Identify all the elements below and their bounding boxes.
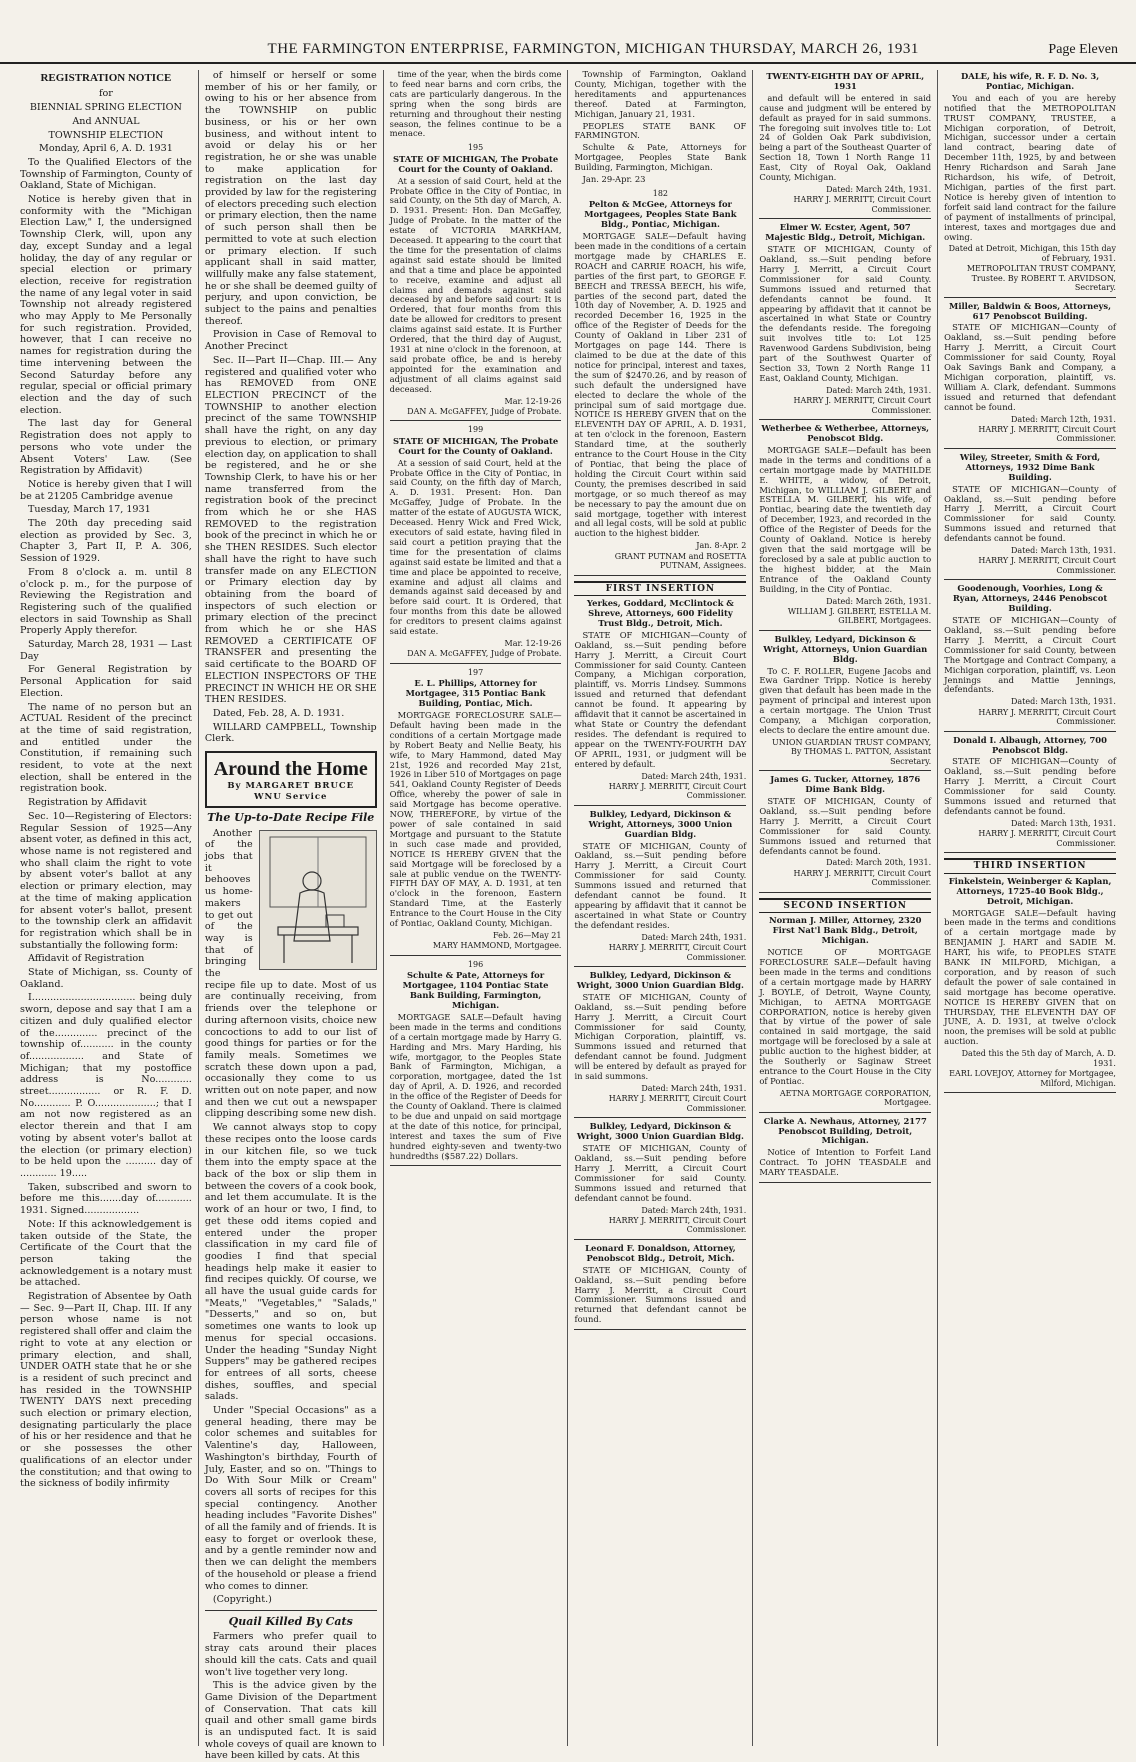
notice-signature: UNION GUARDIAN TRUST COMPANY, By THOMAS L. PATTON, Assistant Secretary. [772,737,932,766]
notice-signature: HARRY J. MERRITT, Circuit Court Commissioner. [978,829,1116,848]
registration-paragraph: Affidavit of Registration [28,953,145,965]
notice-divider [944,852,1116,853]
notice-title: STATE OF MICHIGAN, The Probate Court for the County of Oakland. [392,435,559,456]
notice-title: Bulkley, Ledyard, Dickinson & Wright, Attorneys, Union Guardian Bldg. [763,633,928,664]
notice-body: MORTGAGE SALE—Default having been made in the terms and conditions of a certain mortgage made by Harry G. Harding and Mrs. Mary Harding, his wife, mortgagor, to the Peoples State Bank of Farmington, Michigan, a corporation, mortgagee, dated the 1st day of April, A. D. 1926, and recorded in the office of the Register of Deeds for the County of Oakland. There is claimed to be due and unpaid on said mortgage at the date of this notice, for principal, interest and taxes the sum of Five hundred eighty-seven and twenty-two hundredths ($587.22) Dollars. [389,1011,562,1161]
column-2 [199,70,384,1762]
notice-divider [759,770,931,771]
notice-date: Mar. 12-19-26 [504,638,562,648]
notice-divider [759,218,931,219]
registration-paragraph: Note: If this acknowledgement is taken outside of the State, the Certificate of the Court that the person taking the acknowledgement is a notary must be attached. [20,1218,192,1289]
notice-date: Dated: March 24th, 1931. [641,1084,747,1094]
notice-paragraph: PEOPLES STATE BANK OF FARMINGTON. [574,120,747,141]
notice-divider [574,1329,746,1330]
registration-paragraph: Registration by Affidavit [28,797,147,809]
notice-divider [944,297,1116,298]
notice-body: STATE OF MICHIGAN, County of Oakland, ss.—Suit pending before Harry J. Merritt, a Circuit Court Commissioner for said County. Summons issued and returned that defendants cannot be found. [759,796,932,856]
notice-divider [390,420,562,421]
notice-date: Dated: March 26th, 1931. [826,596,932,606]
column-6-notices-2 [944,877,1116,1093]
registration-paragraph: Sec. 10—Registering of Electors: Regular Session of 1925—Any absent voter, as defined in this act, whose name is not registered and who shall claim the right to vote by absent voter's ballot at any election or primary election, may at the time of making application for absent voter's ballot, present to the township clerk an affidavit for registration which shall be in substantially the following form: [20,810,192,951]
notice-title: Bulkley, Ledyard, Dickinson & Wright, Attorneys, 3000 Union Guardian Bldg. [588,808,733,839]
notice-divider [759,1182,931,1183]
notice-divider [574,1117,746,1118]
column-3-body [390,70,562,139]
notice-divider [759,419,931,420]
notice-number: 196 [467,959,484,969]
divider [205,1610,377,1611]
notice-divider [574,805,746,806]
notice-divider [390,1165,562,1166]
housewife-illustration [259,830,377,970]
notice-body: MORTGAGE FORECLOSURE SALE—Default having been made in the conditions of a certain Mortgage made by Robert Beaty and Nellie Beaty, his wife, to Mary Hammond, dated May 21st, 1926 and recorded May 21st, 1926 in Liber 510 of Mortgages on page 541, Oakland County Register of Deeds Office, whereby the power of sale in said Mortgage has become operative. NOW, THEREFORE, by virtue of the power of sale contained in said Mortgage and pursuant to the Statute in such case made and provided, NOTICE IS HEREBY GIVEN that the said Mortgage will be foreclosed by a sale at public vendue on the TWENTY-FIFTH DAY OF MAY, A. D. 1931, at ten o'clock in the forenoon, Eastern Standard Time, at the Easterly Entrance to the Court House in the City of Pontiac, Oakland County, Michigan. [389,710,562,929]
notice-title: Bulkley, Ledyard, Dickinson & Wright, 3000 Union Guardian Bldg. [576,970,744,990]
notice-body: To C. F. ROLLER, Eugene Jacobs and Ewa Gardner Tripp. Notice is hereby given that default has been made in the payment of principal and interest upon a certain mortgage. The Union Trust Company, a Michigan corporation, elects to declare the entire amount due. [759,665,932,735]
notice-date: Dated: March 24th, 1931. [826,184,932,194]
quail-heading: Quail Killed By Cats [228,1615,353,1628]
registration-subhead-2: BIENNIAL SPRING ELECTION [29,102,182,114]
notice-signature: HARRY J. MERRITT, Circuit Court Commissioner. [978,425,1116,444]
column-6-notices [944,72,1116,853]
notice-divider [574,966,746,967]
notice-number: 199 [467,425,484,435]
registration-subhead-1: for [98,88,113,100]
notice-paragraph: Township of Farmington, Oakland County, Michigan, together with the hereditaments and appurtenances thereof. Dated at Farmington, Michigan, January 21, 1931. [574,69,747,119]
notice-signature: HARRY J. MERRITT, Circuit Court Commissioner. [608,1216,747,1235]
column-4 [568,70,753,1746]
notice-date: Dated: March 24th, 1931. [641,771,747,781]
columns [14,69,1122,1762]
notice-divider [944,1092,1116,1093]
notice-divider [390,955,562,956]
notice-body: MORTGAGE SALE—Default has been made in the terms and conditions of a certain mortgage made by MATHILDE E. WHITE, a widow, of Detroit, Michigan, to WILLIAM J. GILBERT and ESTELLA M. GILBERT, his wife, of Pontiac, bearing date the twentieth day of December, 1923, and recorded in the Office of the Register of Deeds for the County of Oakland. Notice is hereby given that the said mortgage will be foreclosed by a sale at public auction to the highest bidder, at the Main Entrance of the Oakland County Building, in the City of Pontiac. [759,444,932,594]
recipe-paragraph: (Copyright.) [212,1594,272,1606]
registration-paragraph: Saturday, March 28, 1931 — Last Day [20,639,192,662]
around-the-home-byline: By MARGARET BRUCE [227,781,355,792]
registration-subhead-4: TOWNSHIP ELECTION [48,129,164,141]
notice-title: TWENTY-EIGHTH DAY OF APRIL, 1931 [766,71,925,91]
notice-title: E. L. Phillips, Attorney for Mortgagee, 315 Pontiac Bank Building, Pontiac, Mich. [405,678,546,709]
notice-body: STATE OF MICHIGAN—County of Oakland, ss.—Suit pending before Harry J. Merritt, a Circuit Court Commissioner for said County, between The Mortgage and Contract Company, a Michigan corporation, plaintiff, vs. Leon Jennings and Mattie Jennings, defendants. [944,615,1116,695]
notice-body: Notice of Intention to Forfeit Land Contract. To JOHN TEASDALE and MARY TEASDALE. [759,1147,932,1178]
notice-divider [759,892,931,893]
notice-paragraph: Provision in Case of Removal to Another Precinct [204,329,377,353]
second-insertion-bar: SECOND INSERTION [759,898,931,914]
recipe-paragraph: Under "Special Occasions" as a general heading, there may be color schemes and suitables for Valentine's day, Halloween, Washington's birthday, Fourth of July, Easter, and so on. "Things to Do With Sour Milk or Cream" covers all sorts of recipes for this special contingency. Another heading includes "Favorite Dishes" of all the family and of friends. It is easy to forget or overlook these, and by a gentle reminder now and then we can delight the members of the household or please a friend who comes to dinner. [204,1405,377,1592]
notice-title: STATE OF MICHIGAN, The Probate Court for the County of Oakland. [392,153,559,174]
notice-date: Feb. 26—May 21 [493,930,562,940]
notice-body: STATE OF MICHIGAN, County of Oakland, ss.—Suit pending before Harry J. Merritt, a Circuit Court Commissioner for said County. Summons issued and returned that defendants cannot be found. It appearing by affidavit that it cannot be ascertained in what State or Country the defendants reside. The foregoing suit involves title to: Lot 125 Ravenwood Gardens Subdivision, being part of the Southwest Quarter of Section 33, Town 2 North Range 11 East, Oakland County, Michigan. [759,244,932,383]
registration-subhead-3: And ANNUAL [72,115,140,127]
registration-body [20,157,192,1490]
notice-divider [944,448,1116,449]
registration-paragraph: The 20th day preceding said election as provided by Sec. 3, Chapter 3, Part II, P. A. 306, Session of 1929. [20,518,192,565]
registration-paragraph: I.................................. being duly sworn, depose and say that I am a citizen and duly qualified elector of the.............. precinct of the township of........... in the county of.................. and State of Michigan; that my postoffice address is No............ street................. or R. F. D. No............ P. O....................; that I am not now registered as an elector therein and that I am voting by absent voter's ballot at the election (or primary election) to be held upon the .......... day of ............ 19..... [20,992,192,1179]
notice-title: Donald I. Albaugh, Attorney, 700 Penobscot Bldg. [953,734,1107,755]
registration-subhead-5: Monday, April 6, A. D. 1931 [39,143,173,155]
recipe-file-heading: The Up-to-Date Recipe File [207,811,375,825]
notice-divider [759,630,931,631]
quail-body [205,1631,377,1762]
notice-signature: HARRY J. MERRITT, Circuit Court Commissioner. [793,195,932,214]
column-5-notices-2 [759,916,931,1183]
notice-signature: GRANT PUTNAM and ROSETTA PUTNAM, Assignees. [614,551,747,571]
notice-title: Yerkes, Goddard, McClintock & Shreve, Attorneys, 600 Fidelity Trust Bldg., Detroit, Mich. [586,598,734,628]
column-5-notices [759,72,931,893]
notice-body: You and each of you are hereby notified that the METROPOLITAN TRUST COMPANY, TRUSTEE, a Michigan corporation, of Detroit, Michigan, successor under a certain land contract, bearing date of December 11th, 1925, by and between Henry Richardson and Sarah Jane Richardson, his wife, of Detroit, Michigan, parties of the first part. Notice is hereby given of intention to forfeit said land contract for the failure of payment of installments of principal, interest, taxes and mortgages due and owing. [944,92,1116,242]
notice-signature: MARY HAMMOND, Mortgagee. [432,941,562,951]
registration-paragraph: Notice is hereby given that I will be at 21205 Cambridge avenue [20,478,192,502]
around-the-home-box [205,751,377,808]
registration-paragraph: Taken, subscribed and sworn to before me this.......day of............ 1931. Signed.................. [20,1181,192,1217]
notice-date: Jan. 8-Apr. 2 [696,541,747,551]
column-3 [384,70,569,1746]
third-insertion-bar: THIRD INSERTION [944,858,1116,874]
column-3-notices [390,143,562,1166]
notice-divider [944,579,1116,580]
notice-paragraph: Sec. II—Part II—Chap. III.— Any registered and qualified voter who has REMOVED from ONE ELECTION PRECINCT of the TOWNSHIP to another election precinct of the same TOWNSHIP shall have the right, on any day previous to election, or primary election day, on application to shall be registered, and he or she Township Clerk, to have his or her name transferred from the registration book of the precinct from which he or she HAS REMOVED to the registration book of the precinct in which he or she THEN RESIDES. Such elector shall have the right to have such transfer made on any ELECTION or Primary election day by obtaining from the board of inspectors of such election or primary election of the precinct from which he or she HAS REMOVED a CERTIFICATE OF TRANSFER and presenting the said certificate to the BOARD OF ELECTION INSPECTORS OF THE PRECINCT IN WHICH HE OR SHE THEN RESIDES. [204,354,377,706]
notice-signature: METROPOLITAN TRUST COMPANY, Trustee. By ROBERT T. ARVIDSON, Secretary. [966,264,1116,293]
registration-paragraph: Tuesday, March 17, 1931 [28,504,151,516]
around-the-home-service: WNU Service [254,791,328,802]
notice-signature: DAN A. McGAFFEY, Judge of Probate. [407,649,562,659]
notice-title: Finkelstein, Weinberger & Kaplan, Attorneys, 1725-40 Book Bldg., Detroit, Michigan. [948,875,1112,906]
around-the-home-title: Around the Home [213,758,368,781]
notice-title: Schulte & Pate, Attorneys for Mortgagee, 1104 Pontiac State Bank Building, Farmington, Michigan. [402,970,549,1010]
column-4-notices [574,189,746,576]
notice-body: STATE OF MICHIGAN, County of Oakland, ss.—Suit pending before Harry J. Merritt, a Circuit Court Commissioner for said County. Summons issued and returned that defendant cannot be found. [574,1143,747,1203]
notice-body: STATE OF MICHIGAN—County of Oakland, ss.—Suit pending before Harry J. Merritt, a Circuit Court Commissioner for said County, Royal Oak Savings Bank and Company, a Michigan corporation, plaintiff, vs. William A. Clark, defendant. Summons issued and returned that defendant cannot be found. [944,322,1116,412]
first-insertion-bar: FIRST INSERTION [574,581,746,597]
notice-paragraph: WILLARD CAMPBELL, Township Clerk. [204,721,377,745]
notice-date: Dated: March 12th, 1931. [1010,414,1116,424]
column-6 [938,70,1122,1746]
column-4-notices-2 [574,599,746,1330]
notice-title: Wetherbee & Wetherbee, Attorneys, Penobscot Bldg. [761,423,930,443]
masthead [0,0,1136,64]
registration-paragraph: Notice is hereby given that in conformity with the "Michigan Election Law," I, the undersigned Township Clerk, will, upon any day, except Sunday and a legal holiday, the day of any regular or special election or primary election, receive for registration the name of any legal voter in said Township not already registered who may Apply to Me Personally for such registration. Provided, however, that I can receive no names for registration during the time intervening between the Second Saturday before any regular, special or official primary election and the day of such election. [20,194,192,416]
notice-date: Dated at Detroit, Michigan, this 15th day of February, 1931. [948,244,1116,263]
notice-signature: AETNA MORTGAGE CORPORATION, Mortgagee. [779,1088,932,1108]
registration-paragraph: For General Registration by Personal Application for said Election. [20,664,192,699]
notice-body: MORTGAGE SALE—Default having been made in the terms and conditions of a certain mortgage made by BENJAMIN J. HART and SADIE M. HART, his wife, to PEOPLES STATE BANK IN MILFORD, Michigan, a corporation, and by reason of such default the power of sale contained in said mortgage has become operative. NOTICE IS HEREBY GIVEN that on THURSDAY, THE ELEVENTH DAY OF JUNE, A. D. 1931, at twelve o'clock noon, the premises will be sold at public auction. [944,907,1116,1047]
registration-paragraph: To the Qualified Electors of the Township of Farmington, County of Oakland, State of Michigan. [20,156,192,192]
registration-paragraph: Registration of Absentee by Oath — Sec. 9—Part II, Chap. III. If any person whose name is not registered shall offer and claim the right to vote at any election or primary election, and shall, UNDER OATH state that he or she is a resident of such precinct and has resided in the TOWNSHIP TWENTY DAYS next preceding such election or primary election, designating particularly the place of his or her residence and that he or she possesses the other qualifications of an elector under the constitution; and that owing to the sickness of bodily infirmity [20,1291,192,1490]
notice-divider [759,1112,931,1113]
notice-number: 197 [467,667,484,677]
notice-date: Dated: March 13th, 1931. [1010,546,1116,556]
notice-title: James G. Tucker, Attorney, 1876 Dime Bank Bldg. [770,774,921,795]
notice-signature: HARRY J. MERRITT, Circuit Court Commissioner. [978,707,1116,727]
notice-paragraph: of himself or herself or some member of his or her family, or owing to his or her absence from the TOWNSHIP on public business, or his or her own business, and without intent to avoid or delay his or her registration, he or she was unable to make application for registration on the last day provided by law for the registering of electors preceding such election or primary election, then the name of such person shall then be permitted to vote at such election or primary election. If such applicant shall in said matter, willfully make any false statement, he or she shall be deemed guilty of perjury, and upon conviction, be subject to the pains and penalties thereof. [204,70,377,327]
notice-title: Elmer W. Ecster, Agent, 507 Majestic Bldg., Detroit, Michigan. [765,222,926,243]
notice-signature: EARL LOVEJOY, Attorney for Mortgagee, Milford, Michigan. [949,1069,1116,1088]
notice-signature: HARRY J. MERRITT, Circuit Court Commissioner. [793,868,932,888]
notice-paragraph: Schulte & Pate, Attorneys for Mortgagee, Peoples State Bank Building, Farmington, Michigan. [574,142,747,173]
column-4-body [574,70,746,185]
notice-title: Clarke A. Newhaus, Attorney, 2177 Penobscot Building, Detroit, Michigan. [763,1115,927,1146]
notice-divider [574,1239,746,1240]
quail-paragraph: Farmers who prefer quail to stray cats around their places should kill the cats. Cats and quail won't live together very long. [204,1631,377,1678]
registration-paragraph: The last day for General Registration does not apply to persons who vote under the Absent Voters' Law. (See Registration by Affidavit) [20,418,192,477]
notice-signature: HARRY J. MERRITT, Circuit Court Commissioner. [608,1094,747,1113]
notice-body: At a session of said Court, held at the Probate Office in the City of Pontiac, in said County, on the fifth day of March, A. D. 1931. Present: Hon. Dan McGaffey, Judge of Probate. In the matter of the estate of AUGUSTA WICK, Deceased. Henry Wick and Fred Wick, executors of said estate, having filed in said court a petition praying that the time for the presentation of claims against said estate be limited and that a time and place be appointed to receive, examine and adjust all claims and demands against said deceased by and before said court. It is Ordered, that four months from this date be allowed for creditors to present claims against said estate. [389,457,562,637]
notice-paragraph: Dated, Feb. 28, A. D. 1931. [212,707,345,719]
notice-body: STATE OF MICHIGAN—County of Oakland, ss.—Suit pending before Harry J. Merritt, a Circuit Court Commissioner for said County. Canteen Company, a Michigan corporation, plaintiff, vs. Morris Lindsey. Summons issued and returned that defendant cannot be found. It appearing by affidavit that it cannot be ascertained in what State or Country the defendant resides. The defendant is required to appear on the TWENTY-FOURTH DAY OF APRIL, 1931, or judgment will be entered by default. [574,629,747,769]
notice-title: Norman J. Miller, Attorney, 2320 First Nat'l Bank Bldg., Detroit, Michigan. [768,915,922,946]
registration-paragraph: The name of no person but an ACTUAL Resident of the precinct at the time of said registration, and entitled under the Constitution, if remaining such resident, to vote at the next election, shall be entered in the registration book. [20,701,192,795]
notice-signature: HARRY J. MERRITT, Circuit Court Commissioner. [793,396,932,415]
notice-title: Pelton & McGee, Attorneys for Mortgagees, Peoples State Bank Bldg., Pontiac, Michigan. [584,199,737,230]
notice-body: MORTGAGE SALE—Default having been made in the conditions of a certain mortgage made by CHARLES E. ROACH and CARRIE ROACH, his wife, parties of the first part, to GEORGE F. BEECH and TRESSA BEECH, his wife, parties of the second part, dated the 10th day of November, A. D. 1925 and recorded December 16, 1925 in the office of the Register of Deeds for the County of Oakland in Liber 231 of Mortgages on page 144. There is claimed to be due at the date of this notice for principal, interest and taxes, the sum of $2470.26, and by reason of such default the undersigned have elected to declare the whole of the principal sum of said mortgage due. NOTICE IS HEREBY GIVEN that on the ELEVENTH DAY OF APRIL, A. D. 1931, at ten o'clock in the forenoon, Eastern Standard time, at the southerly entrance to the Court House in the City of Pontiac, that being the place of holding the Circuit Court within said County, the premises described in said mortgage, or so much thereof as may be necessary to pay the amount due on said mortgage, together with interest and all legal costs, will be sold at public auction to the highest bidder. [574,231,747,539]
notice-date: Dated: March 13th, 1931. [1010,818,1116,828]
registration-notice-heading: REGISTRATION NOTICE [40,72,172,84]
housewife-illustration-svg [260,831,376,969]
notice-body: and default will be entered in said cause and judgment will be entered by default as prayed for in said summons. The foregoing suit involves title to: Lot 24 of Golden Oak Park subdivision, being a part of the Southeast Quarter of Section 18, Town 1 North Range 11 East, City of Royal Oak, Oakland County, Michigan. [759,92,932,183]
notice-date: Dated: March 20th, 1931. [826,858,932,868]
notice-date: Dated: March 13th, 1931. [1010,697,1116,707]
notice-body: STATE OF MICHIGAN, County of Oakland, ss.—Suit pending before Harry J. Merritt, a Circuit Court Commissioner for said County, Michigan Corporation, plaintiff, vs. Summons issued and returned that defendant cannot be found. Judgment will be entered by default as prayed for in said summons. [574,991,747,1082]
column-2-body [205,70,377,745]
column-1 [14,70,199,1746]
notice-paragraph: Jan. 29-Apr. 23 [582,174,646,185]
notice-number: 195 [467,143,484,153]
notice-body: At a session of said Court, held at the Probate Office in the City of Pontiac, in said County, on the 5th day of March, A. D. 1931. Present: Hon. Dan McGaffey, Judge of Probate. In the matter of the estate of VICTORIA MARKHAM, Deceased. It appearing to the court that the time for the presentation of claims against said estate should be limited and that a time and place be appointed to receive, examine and adjust all claims and demands against said deceased by and before said court: It is Ordered, that four months from this date be allowed for creditors to present claims against said estate. It is Further Ordered, that the third day of August, 1931 at nine o'clock in the forenoon, at said probate office, be and is hereby appointed for the examination and adjustment of all claims against said deceased. [389,175,562,394]
notice-body: NOTICE OF MORTGAGE FORECLOSURE SALE—Default having been made in the terms and conditions of a certain mortgage made by HARRY J. BOYLE, of Detroit, Wayne County, Michigan, to AETNA MORTGAGE CORPORATION, notice is hereby given that by virtue of the power of sale contained in said mortgage, the said mortgage will be foreclosed by a sale at public auction to the highest bidder, at the Southerly or Saginaw Street entrance to the Court House in the City of Pontiac. [759,947,932,1086]
notice-signature: WILLIAM J. GILBERT, ESTELLA M. GILBERT, Mortgagees. [787,606,932,626]
notice-body: STATE OF MICHIGAN, County of Oakland, ss.—Suit pending before Harry J. Merritt, a Circuit Court Commissioner for said County. Summons issued and returned that defendant cannot be found. It appearing by affidavit that it cannot be ascertained in what State or Country the defendant resides. [574,840,747,930]
notice-signature: DAN A. McGAFFEY, Judge of Probate. [407,406,562,416]
page-number: Page Eleven [1048,42,1118,57]
notice-divider [944,731,1116,732]
notice-title: Miller, Baldwin & Boos, Attorneys, 617 Penobscot Building. [949,300,1112,321]
notice-signature: HARRY J. MERRITT, Circuit Court Commissioner. [608,943,747,962]
article-paragraph: time of the year, when the birds come to feed near barns and corn cribs, the cats are particularly dangerous. In the spring when the song birds are returning and throughout their nesting season, the felines continue to be a menace. [389,69,562,139]
notice-date: Dated: March 24th, 1931. [641,1205,747,1215]
notice-title: Bulkley, Ledyard, Dickinson & Wright, 3000 Union Guardian Bldg. [576,1121,744,1142]
notice-body: STATE OF MICHIGAN—County of Oakland, ss.—Suit pending before Harry J. Merritt, a Circuit Court Commissioner for said County. Summons issued and returned that defendants cannot be found. [944,756,1116,816]
notice-title: DALE, his wife, R. F. D. No. 3, Pontiac, Michigan. [961,71,1100,91]
notice-date: Mar. 12-19-26 [504,396,562,406]
notice-title: Goodenough, Voorhies, Long & Ryan, Attorneys, 2446 Penobscot Building. [952,583,1108,614]
column-5 [753,70,938,1746]
notice-body: STATE OF MICHIGAN—County of Oakland, ss.—Suit pending before Harry J. Merritt, a Circuit Court Commissioner for said County. Summons issued and returned that defendants cannot be found. [944,483,1116,544]
notice-signature: HARRY J. MERRITT, Circuit Court Commissioner. [978,556,1116,575]
notice-signature: HARRY J. MERRITT, Circuit Court Commissioner. [608,781,747,801]
notice-divider [574,575,746,576]
registration-paragraph: From 8 o'clock a. m. until 8 o'clock p. m., for the purpose of Reviewing the Registration and Registering such of the qualified electors in said Township as Shall Properly Apply therefor. [20,566,192,637]
quail-paragraph: This is the advice given by the Game Division of the Department of Conservation. That cats kill quail and other small game birds is an undisputed fact. It is said whole coveys of quail are known to have been killed by cats. At this [204,1680,377,1762]
registration-paragraph: State of Michigan, ss. County of Oakland. [20,967,192,990]
notice-date: Dated: March 24th, 1931. [826,385,932,395]
notice-date: Dated this the 5th day of March, A. D. 1931. [961,1049,1116,1068]
newspaper-title: THE FARMINGTON ENTERPRISE, FARMINGTON, MICHIGAN THURSDAY, MARCH 26, 1931 [267,41,919,57]
notice-title: Leonard F. Donaldson, Attorney, Penobscot Bldg., Detroit, Mich. [585,1242,736,1263]
recipe-paragraph: We cannot always stop to copy these recipes onto the loose cards in our kitchen file, so we tuck them into the empty space at the back of the box or slip them in between the covers of a cook book, and let them accumulate. It is the work of an hour or two, I find, to get these odd items copied and entered under the proper classification in my card file of goodies I find that special headings help make it easier to find recipes quickly. Of course, we all have the usual guide cards for "Meats," "Vegetables," "Salads," "Desserts," and so on, but sometimes one wants to look up menus for special occasions. Under the heading "Sunday Night Suppers" may be gathered recipes for entrees of all sorts, cheese dishes, souffles, and special salads. [204,1122,377,1403]
notice-body: STATE OF MICHIGAN, County of Oakland, ss.—Suit pending before Harry J. Merritt, a Circuit Court Commissioner. Summons issued and returned that defendant cannot be found. [574,1264,747,1325]
recipe-paragraph: Another of the jobs that it behooves us home-makers to get out of the way is that of bringing the recipe file up to date. Most of us are continually receiving, from friends over the telephone or during afternoon visits, choice new concoctions to add to our list of good things for parties or for the family meals. Sometimes we scratch these down upon a pad, occasionally they come to us written out on note paper, and now and then we cut out a newspaper clipping describing some new dish. [204,827,377,1120]
notice-date: Dated: March 24th, 1931. [641,932,747,942]
notice-number: 182 [652,188,669,198]
notice-title: Wiley, Streeter, Smith & Ford, Attorneys, 1932 Dime Bank Building. [959,451,1101,482]
notice-divider [390,663,562,664]
